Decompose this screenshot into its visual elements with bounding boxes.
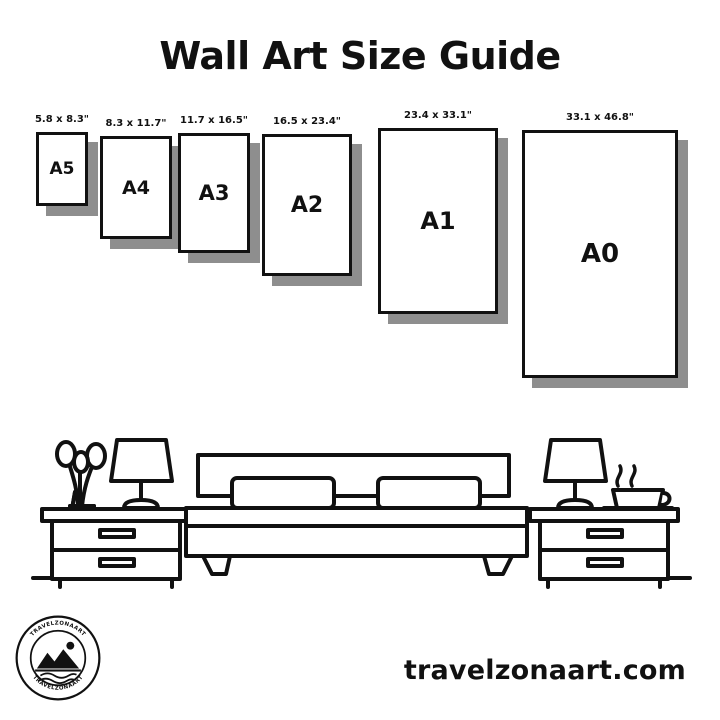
bedroom-scene-illustration <box>0 378 720 600</box>
frame-box <box>100 136 172 239</box>
frame-box <box>178 133 250 253</box>
frame-dimension-label: 23.4 x 33.1" <box>404 110 472 121</box>
page-title: Wall Art Size Guide <box>159 34 561 78</box>
right-nightstand <box>530 509 678 587</box>
left-table-lamp <box>111 440 172 509</box>
frame-dimension-label: 33.1 x 46.8" <box>566 112 634 123</box>
bed <box>186 455 527 574</box>
frame-dimension-label: 5.8 x 8.3" <box>34 114 90 125</box>
frame-size-label: A3 <box>198 181 230 205</box>
left-nightstand <box>42 509 190 587</box>
frame-size-label: A5 <box>49 159 75 179</box>
frame-box <box>36 132 88 206</box>
frame-box <box>522 130 678 378</box>
travelzonaart-logo <box>14 614 102 702</box>
frame-size-label: A1 <box>420 207 456 235</box>
frame-box <box>378 128 498 314</box>
frame-size-label: A4 <box>122 176 150 199</box>
scene-svg <box>0 378 720 600</box>
frame-size-label: A0 <box>580 239 620 269</box>
right-table-lamp <box>545 440 606 509</box>
logo-svg <box>14 614 102 702</box>
frame-box <box>262 134 352 276</box>
frame-dimension-label: 8.3 x 11.7" <box>105 118 167 129</box>
footer <box>0 600 720 720</box>
frame-dimension-label: 11.7 x 16.5" <box>180 115 248 126</box>
size-guide <box>0 110 720 395</box>
frame-size-label: A2 <box>290 192 324 218</box>
coffee-cup <box>604 466 672 513</box>
logo-bottom-text: TRAVELZONAART <box>31 674 85 692</box>
frame-dimension-label: 16.5 x 23.4" <box>273 116 341 127</box>
logo-top-text: TRAVELZONAART <box>29 620 87 638</box>
site-url: travelzonaart.com <box>403 655 686 686</box>
